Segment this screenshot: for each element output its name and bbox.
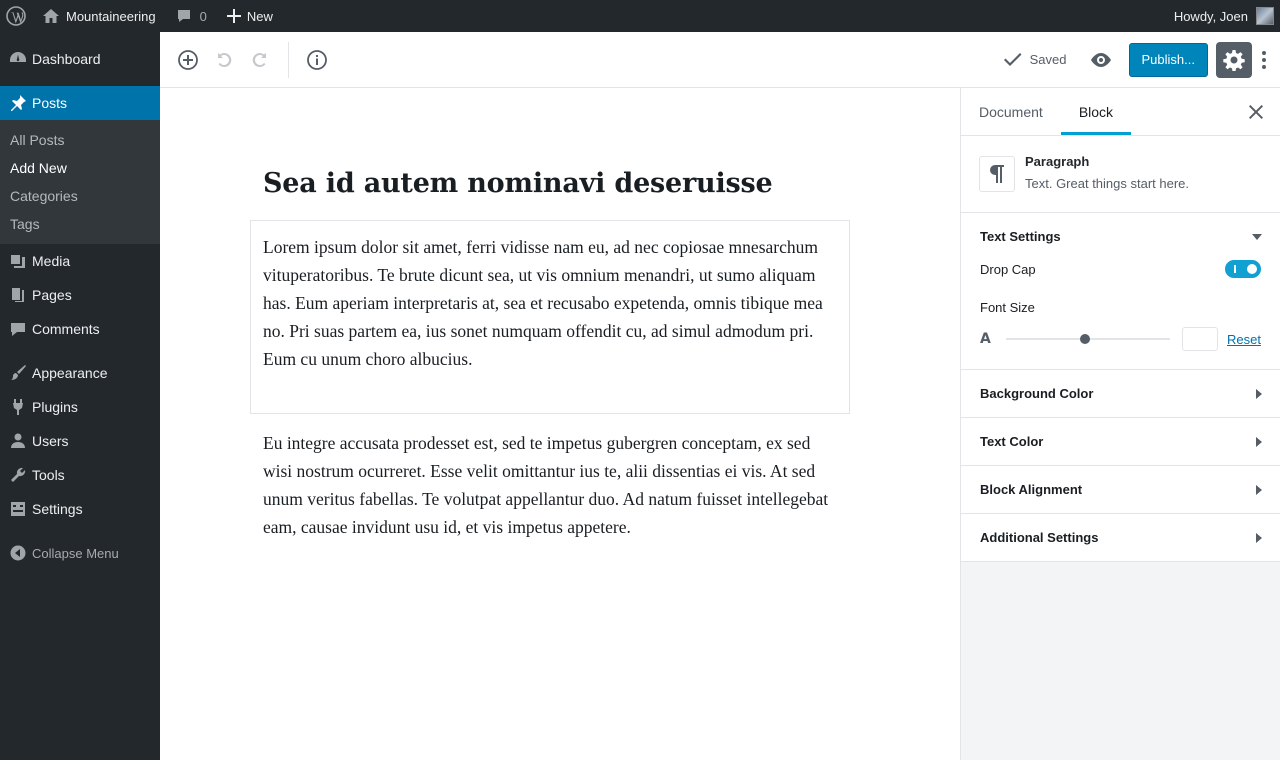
submenu-all-posts[interactable]: All Posts [10,132,65,148]
info-icon [306,49,328,71]
font-size-label: Font Size [980,300,1035,315]
caret-right-icon [1256,437,1262,447]
plus-icon [227,9,241,23]
redo-icon [250,50,270,70]
block-card-description: Text. Great things start here. [1025,176,1190,191]
menu-item-dashboard[interactable] [0,32,160,86]
menu-label: Plugins [32,399,78,415]
comment-count: 0 [199,8,207,24]
panel-toggle-text-settings[interactable] [961,213,1280,260]
caret-down-icon [1252,234,1262,240]
menu-item-media[interactable] [0,244,160,278]
caret-right-icon [1256,389,1262,399]
post-title[interactable]: Sea id autem nominavi deseruisse [263,168,773,199]
undo-icon [214,50,234,70]
toolbar-separator [288,42,289,78]
collapse-menu-button[interactable] [0,536,160,570]
my-account-link[interactable] [1164,0,1280,32]
close-sidebar-button[interactable] [1246,102,1266,122]
comments-link[interactable] [166,0,217,32]
sidebar-tabs [961,88,1280,136]
content-structure-button[interactable] [299,42,335,78]
panel-additional-settings [961,514,1280,562]
paragraph-block[interactable]: Eu integre accusata prodesset est, sed te impetus gubergren conceptam, ex sed wisi nostrum ocurreret. Esse velit omittantur ius te, alii dissentias ei vis. At sed unum veritus fabellas. Te volutpat appellantur duo. Ad natum fuisset intellegebat eam, causae invidunt usu id, et vis impetus appetere. [263,433,829,537]
panel-text-color [961,418,1280,466]
panel-text-settings [961,213,1280,370]
text-settings-body [961,260,1280,369]
undo-button[interactable] [206,42,242,78]
menu-label: Dashboard [32,51,101,67]
pages-icon [8,285,28,305]
block-card [961,136,1280,213]
menu-item-tools[interactable] [0,458,160,492]
block-card-title: Paragraph [1025,154,1090,169]
submenu-add-new[interactable]: Add New [10,160,67,176]
panel-block-alignment [961,466,1280,514]
panel-title: Text Color [980,434,1044,449]
submenu-tags[interactable]: Tags [10,216,40,232]
admin-bar [0,0,1280,32]
avatar [1256,7,1274,25]
panel-toggle-background-color[interactable] [961,370,1280,417]
block-card-text [1025,156,1189,192]
pin-icon [8,93,28,113]
menu-label: Media [32,253,71,269]
drop-cap-toggle[interactable] [1225,260,1261,278]
home-icon [42,8,60,24]
menu-item-posts[interactable] [0,86,160,120]
menu-label: Pages [32,287,72,303]
menu-label: Settings [32,501,83,517]
panel-background-color [961,370,1280,418]
eye-icon [1089,52,1113,68]
submenu-categories[interactable]: Categories [10,188,78,204]
slider-thumb[interactable] [1080,334,1090,344]
collapse-arrow-icon [8,543,28,563]
panel-toggle-additional-settings[interactable] [961,514,1280,561]
menu-label: Tools [32,467,65,483]
header-actions [1002,32,1280,88]
menu-item-plugins[interactable] [0,390,160,424]
comment-icon [8,319,28,339]
menu-item-settings[interactable] [0,492,160,526]
panel-title: Background Color [980,386,1094,401]
reset-font-size-button[interactable]: Reset [1227,331,1261,347]
plugin-icon [8,397,28,417]
redo-button[interactable] [242,42,278,78]
menu-label: Appearance [32,365,108,381]
toggle-on-mark [1234,265,1236,273]
menu-item-comments[interactable] [0,312,160,346]
toggle-knob [1247,264,1257,274]
settings-icon [8,499,28,519]
caret-right-icon [1256,485,1262,495]
editor-header [160,32,1280,88]
site-name-link[interactable] [32,0,166,32]
close-icon [1249,105,1263,119]
new-label: New [246,8,273,24]
wrench-icon [8,465,28,485]
gear-icon [1223,49,1245,71]
settings-toggle-button[interactable] [1216,42,1252,78]
paragraph-icon [979,156,1015,192]
editor-content [160,88,960,760]
panel-toggle-text-color[interactable] [961,418,1280,465]
panel-toggle-block-alignment[interactable] [961,466,1280,513]
wordpress-logo-icon[interactable] [0,0,32,32]
paragraph-block[interactable]: Lorem ipsum dolor sit amet, ferri vidisse nam eu, ad nec copiosae mnesarchum vituperatoribus. Te brute dicunt sea, ut vis omnium menandri, ut sumo aliquam has. Eum aperiam interpretaris at, sea et recusabo expetenda, omnis tibique mea no. Pri suas partem ea, ius sonet numquam offendit cu, ad simul admodum pri. Eum cu unum choro albucius. [263,237,823,369]
panel-title: Additional Settings [980,530,1099,545]
tab-document[interactable]: Document [979,103,1043,120]
vertical-ellipsis-icon [1261,50,1267,70]
media-icon [8,251,28,271]
drop-cap-row [980,260,1261,278]
font-size-row [980,327,1261,351]
plus-circle-icon [177,49,199,71]
add-block-button[interactable] [170,42,206,78]
posts-submenu [0,120,160,244]
tab-block[interactable]: Block [1061,88,1131,135]
greeting: Howdy, Joen [1173,8,1248,24]
paintbrush-icon [8,363,28,383]
menu-label: Posts [32,95,68,111]
preview-button[interactable] [1083,42,1119,78]
settings-sidebar [960,88,1280,760]
saved-label: Saved [1029,52,1067,67]
site-name: Mountaineering [66,8,156,24]
panel-title: Text Settings [980,229,1061,244]
font-size-a-icon: A [980,331,991,347]
menu-item-pages[interactable] [0,278,160,312]
more-options-button[interactable] [1252,42,1276,78]
publish-button[interactable]: Publish... [1129,43,1208,77]
new-content-link[interactable] [217,0,283,32]
user-icon [8,431,28,451]
dashboard-icon [8,49,28,69]
collapse-label: Collapse Menu [32,545,119,561]
checkmark-icon [1002,51,1030,69]
menu-item-appearance[interactable] [0,356,160,390]
menu-separator [0,346,160,356]
menu-label: Users [32,433,69,449]
saved-state [1002,51,1067,69]
menu-label: Comments [32,321,100,337]
panel-title: Block Alignment [980,482,1083,497]
drop-cap-label: Drop Cap [980,261,1036,277]
font-size-input[interactable] [1182,327,1218,351]
font-size-slider[interactable] [1006,329,1170,349]
caret-right-icon [1256,533,1262,543]
comment-bubble-icon [176,8,192,24]
menu-item-users[interactable] [0,424,160,458]
admin-sidebar [0,32,160,760]
